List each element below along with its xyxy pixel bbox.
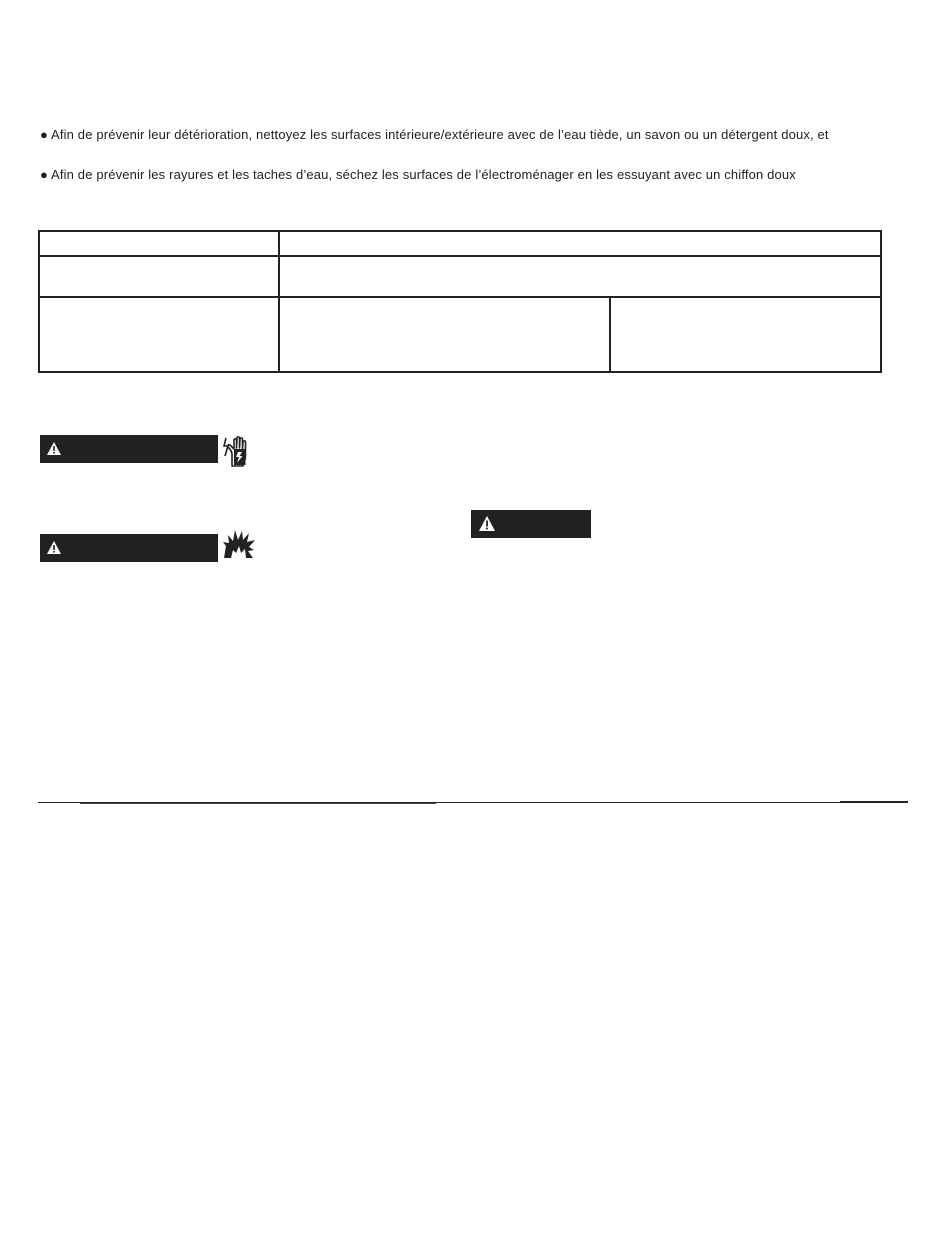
table-header-cell bbox=[280, 232, 880, 255]
warning-banner-explosion bbox=[40, 534, 218, 562]
cleaning-table bbox=[38, 230, 882, 373]
warning-triangle-icon bbox=[47, 541, 61, 554]
footer-rule-accent bbox=[840, 801, 908, 803]
warning-triangle-icon bbox=[479, 516, 495, 531]
table-cell bbox=[40, 298, 278, 371]
warning-banner-shock bbox=[40, 435, 218, 463]
table-cell bbox=[611, 298, 880, 371]
warning-triangle-icon bbox=[47, 442, 61, 455]
care-bullet-damage-prevention: ● Afin de prévenir leur détérioration, nettoyez les surfaces intérieure/extérieure avec de l’eau tiède, un savon ou un détergent doux, et bbox=[40, 127, 829, 142]
table-header-cell bbox=[40, 232, 278, 255]
table-cell bbox=[280, 298, 609, 371]
footer-rule-accent bbox=[80, 803, 436, 804]
table-cell bbox=[280, 257, 880, 296]
electric-shock-hand-icon bbox=[223, 436, 255, 468]
explosion-icon bbox=[222, 528, 256, 560]
warning-banner bbox=[471, 510, 591, 538]
care-bullet-scratch-prevention: ● Afin de prévenir les rayures et les taches d’eau, séchez les surfaces de l’électroménager en les essuyant avec un chiffon doux bbox=[40, 167, 796, 182]
table-cell bbox=[40, 257, 278, 296]
